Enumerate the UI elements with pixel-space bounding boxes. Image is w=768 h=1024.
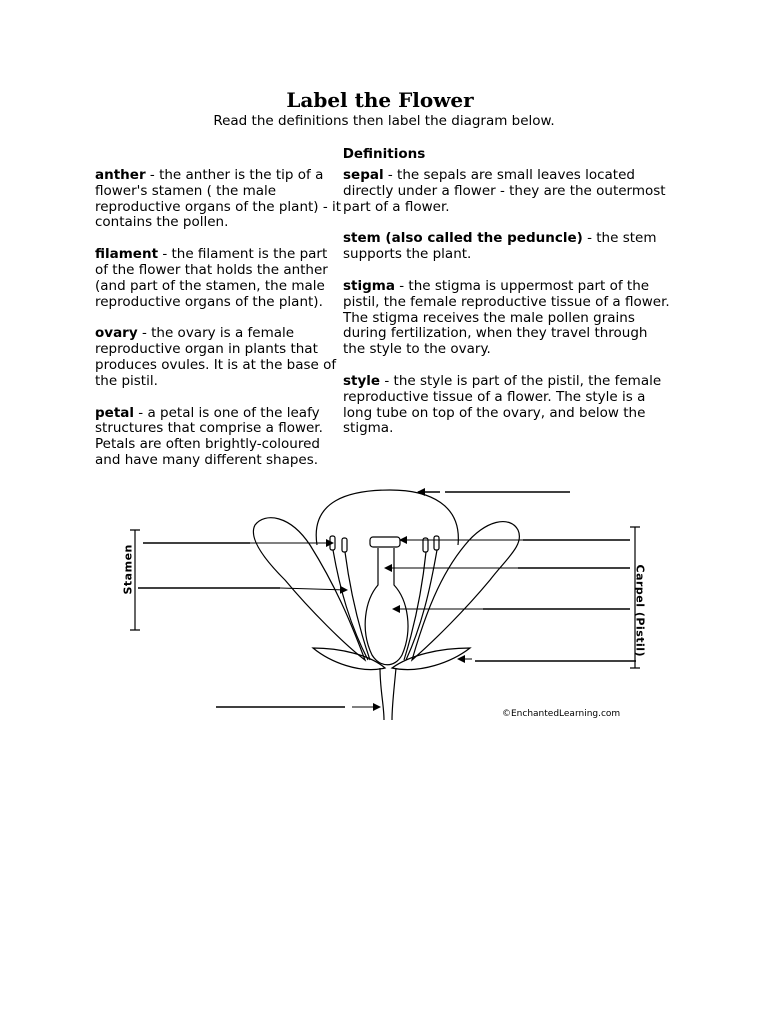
definition-text: - the style is part of the pistil, the female reproductive tissue of a flower. The style is a long tube on top of the ovary, and below the stigma. (343, 372, 662, 437)
definition-text: - the sepals are small leaves located directly under a flower - they are the outermost part of a flower. (343, 167, 666, 215)
definition-filament (95, 247, 343, 310)
definition-text: - the stigma is uppermost part of the pistil, the female reproductive tissue of a flower. The stigma receives the male pollen grains during fertilization, when they travel through the style to the ovary. (343, 277, 670, 358)
term-petal: petal (95, 404, 135, 421)
carpel-bracket-label: Carpel (Pistil) (633, 564, 647, 658)
definition-text: - the anther is the tip of a flower's stamen ( the male reproductive organs of the plant) - it contains the pollen. (95, 167, 342, 231)
definition-petal (95, 406, 343, 469)
instructions: Read the definitions then label the diagram below. (213, 113, 555, 129)
definition-sepal (343, 168, 673, 215)
term-filament: filament (95, 246, 159, 263)
stigma-shape (370, 537, 400, 547)
definitions-right-column (343, 168, 673, 453)
definition-text: - the ovary is a female reproductive organ in plants that produces ovules. It is at the base of the pistil. (95, 325, 337, 389)
stem (380, 668, 384, 720)
term-stem: stem (also called the peduncle) (343, 230, 583, 247)
term-stigma: stigma (343, 277, 395, 294)
term-sepal: sepal (343, 167, 384, 183)
page-title: Label the Flower (286, 88, 474, 112)
flower-diagram (0, 470, 768, 730)
term-style: style (343, 372, 381, 389)
term-ovary: ovary (95, 325, 138, 342)
stamen-bracket-label: Stamen (121, 544, 135, 595)
pistil (365, 548, 408, 665)
definition-text: - the filament is the part of the flower that holds the anther (and part of the stamen, the male reproductive organs of the plant). (95, 246, 328, 310)
definition-style (343, 374, 673, 437)
copyright-credit: ©EnchantedLearning.com (502, 709, 621, 719)
definition-stem (343, 231, 673, 263)
definition-stigma (343, 279, 673, 358)
definition-text: - a petal is one of the leafy structures that comprise a flower. Petals are often brightly-coloured and have many different shapes. (95, 404, 323, 468)
term-anther: anther (95, 167, 146, 183)
definition-anther (95, 168, 343, 231)
definition-ovary (95, 326, 343, 389)
definitions-left-column (95, 168, 343, 485)
definitions-heading: Definitions (342, 146, 426, 162)
definition-text: - the stem supports the plant. (343, 230, 657, 263)
